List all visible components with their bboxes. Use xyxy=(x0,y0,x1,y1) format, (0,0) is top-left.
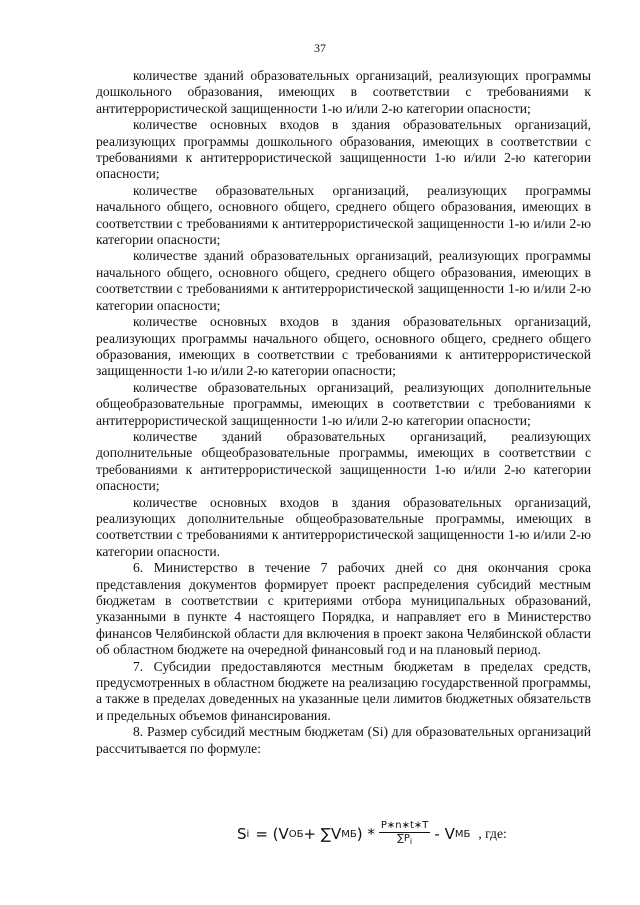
formula-lhs-sub: i xyxy=(246,828,250,840)
paragraph-item-7: 7. Субсидии предоставляются местным бюджетам в пределах средств, предусмотренных в областном бюджете на реализацию государственной программы, а также в пределах доведенных на указанные цели лимитов бюджетных обязательств и предельных объемов финансирования. xyxy=(96,658,591,723)
formula-eq-open: = (V xyxy=(255,825,289,843)
formula-lhs: S xyxy=(237,825,247,843)
paragraph-general-buildings: количестве зданий образовательных организаций, реализующих программы начального общего, основного общего, среднего общего образования, имеющих в соответствии с требованиями к антитеррористической защищенности 1-ю и/или 2-ю категории опасности; xyxy=(96,248,591,313)
formula-denominator-sub: i xyxy=(409,837,413,846)
formula-vmb-sub: МБ xyxy=(341,828,357,840)
paragraph-preschool-entrances: количестве основных входов в здания образовательных организаций, реализующих программы дошкольного образования, имеющих в соответствии с требованиями к антитеррористической защищенности 1-ю и/или 2-ю категории опасности; xyxy=(96,117,591,182)
paragraph-item-8: 8. Размер субсидий местным бюджетам (Si) для образовательных организаций рассчитывается по формуле: xyxy=(96,724,591,756)
formula-tail: , где: xyxy=(478,826,507,841)
formula-close-mult: ) * xyxy=(356,825,375,843)
paragraph-preschool-org-buildings: количестве зданий образовательных организаций, реализующих программы дошкольного образования, имеющих в соответствии с требованиями к антитеррористической защищенности 1-ю и/или 2-ю категории опасности; xyxy=(96,68,591,116)
paragraph-item-6: 6. Министерство в течение 7 рабочих дней со дня окончания срока представления документов формирует проект распределения субсидий местным бюджетам в соответствии с критериями отбора муниципальных образований, указанными в пункте 4 настоящего Порядка, и направляет его в Министерство финансов Челябинской области для включения в проект закона Челябинской области об областном бюджете на очередной финансовый год и на плановый период. xyxy=(96,560,591,658)
formula-plus-sum: + ∑V xyxy=(303,825,342,843)
page-number: 37 xyxy=(314,41,326,55)
formula-numerator: P∗n∗t∗T xyxy=(380,820,429,831)
paragraph-additional-entrances: количестве основных входов в здания образовательных организаций, реализующих дополнительные общеобразовательные программы, имеющих в соответствии с требованиями к антитеррористической защищенности 1-ю и/или 2-ю категории опасности. xyxy=(96,494,591,559)
formula-fraction xyxy=(379,820,431,848)
paragraph-general-entrances: количестве основных входов в здания образовательных организаций, реализующих программы начального общего, основного общего, среднего общего образования, имеющих в соответствии с требованиями к антитеррористической защищенности 1-ю и/или 2-ю категории опасности; xyxy=(96,314,591,379)
formula-vob-sub: ОБ xyxy=(288,828,304,840)
paragraph-general-orgs: количестве образовательных организаций, реализующих программы начального общего, основного общего, среднего общего образования, имеющих в соответствии с требованиями к антитеррористической защищенности 1-ю и/или 2-ю категории опасности; xyxy=(96,182,591,248)
paragraph-additional-buildings: количестве зданий образовательных организаций, реализующих дополнительные общеобразовательные программы, имеющих в соответствии с требованиями к антитеррористической защищенности 1-ю и/или 2-ю категории опасности; xyxy=(96,428,591,494)
subsidy-formula xyxy=(237,820,507,848)
paragraph-additional-orgs: количестве образовательных организаций, реализующих дополнительные общеобразовательные программы, имеющих в соответствии с требованиями к антитеррористической защищенности 1-ю и/или 2-ю категории опасности; xyxy=(96,379,591,428)
formula-minus: - V xyxy=(434,825,455,843)
formula-denominator-wrap xyxy=(395,833,414,848)
formula-denominator: ∑P xyxy=(397,833,410,844)
formula-vmb2-sub: МБ xyxy=(454,828,471,840)
document-body xyxy=(96,68,591,757)
